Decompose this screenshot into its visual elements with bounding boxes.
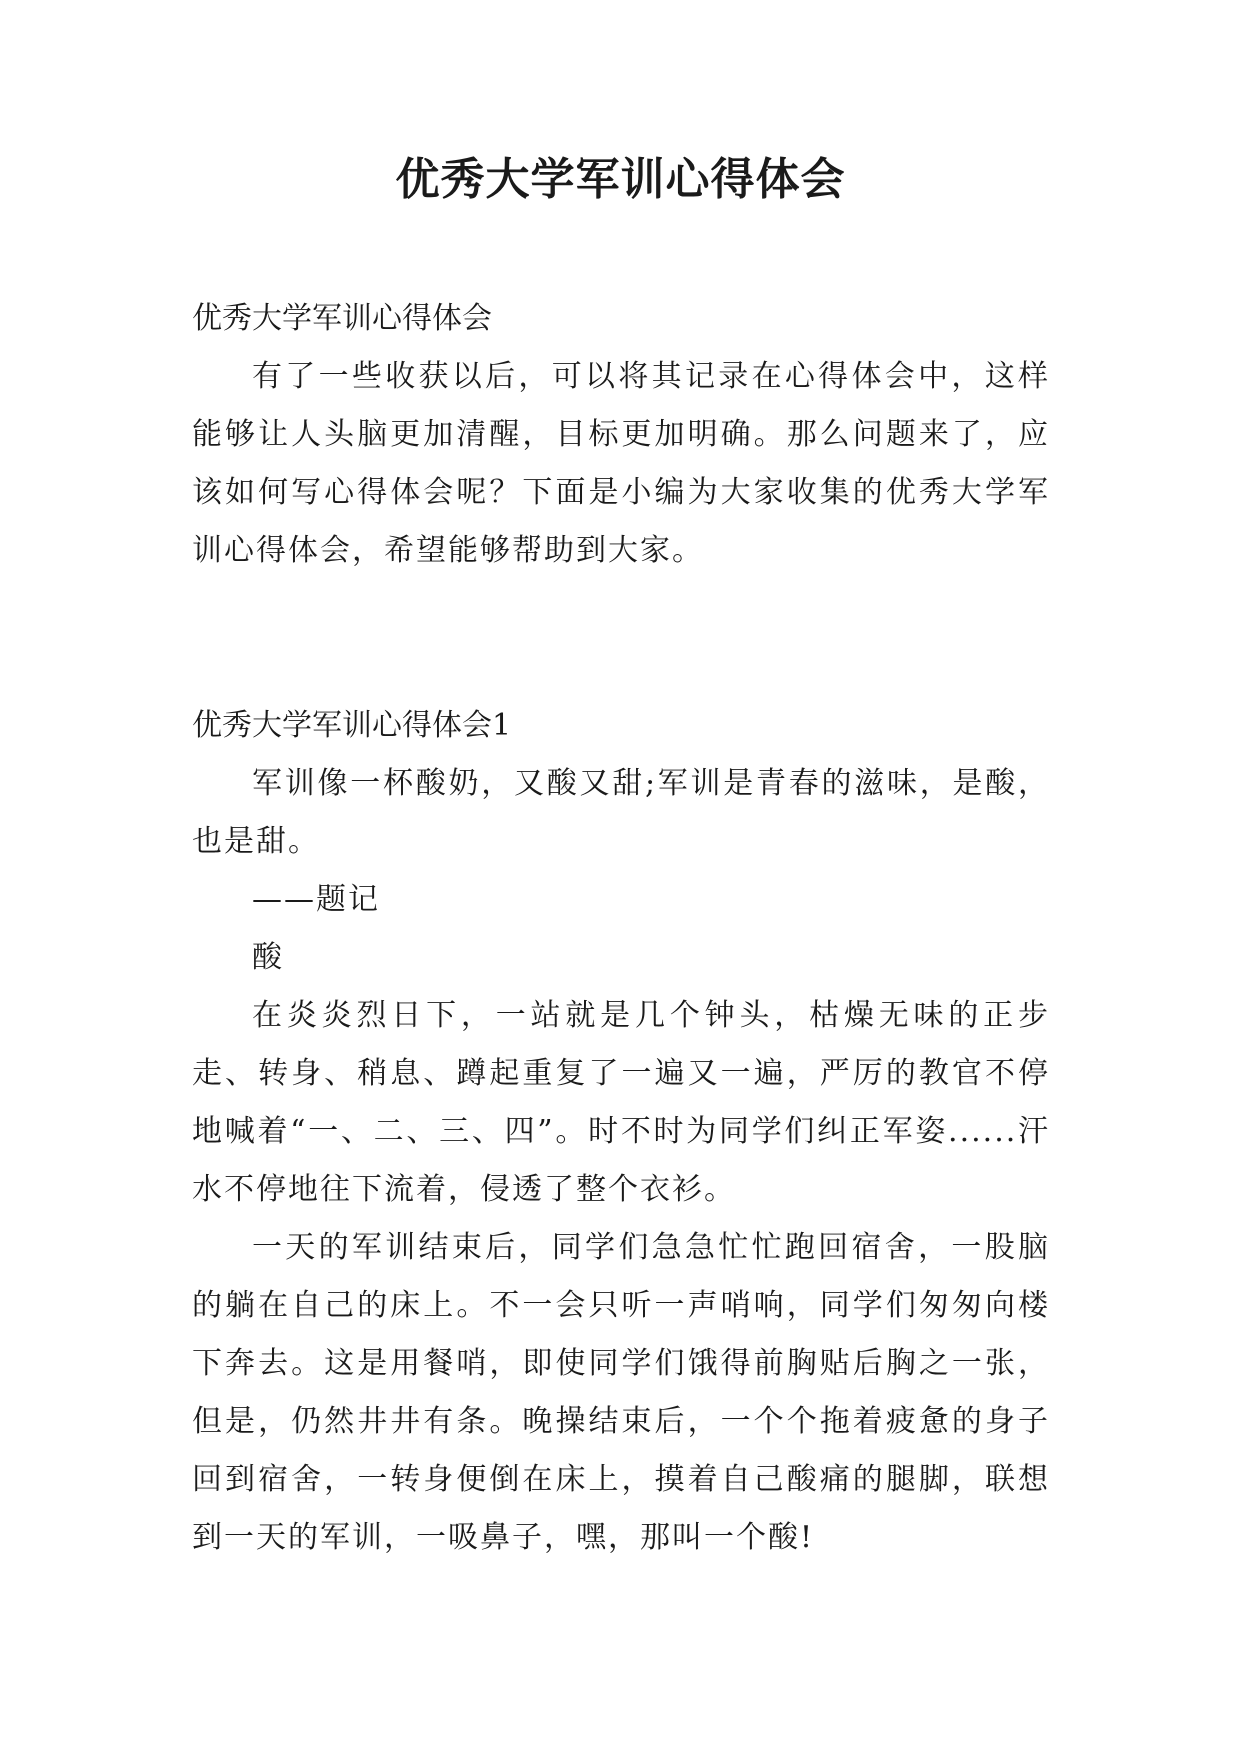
subheading-sour: 酸 bbox=[252, 940, 284, 975]
body-paragraph: 在炎炎烈日下，一站就是几个钟头，枯燥无味的正步走、转身、稍息、蹲起重复了一遍又一遍，严厉的教官不停地喊着“一、二、三、四”。时不时为同学们纠正军姿......汗水不停地往下流着，侵透了整个衣衫。 bbox=[192, 998, 1050, 1207]
section-body bbox=[192, 755, 1050, 1567]
section-heading: 优秀大学军训心得体会1 bbox=[192, 708, 512, 743]
intro-paragraph: 有了一些收获以后，可以将其记录在心得体会中，这样能够让人头脑更加清醒，目标更加明确。那么问题来了，应该如何写心得体会呢？下面是小编为大家收集的优秀大学军训心得体会，希望能够帮助到大家。 bbox=[192, 359, 1050, 568]
intro-heading: 优秀大学军训心得体会 bbox=[192, 301, 492, 336]
epigraph-paragraph: 军训像一杯酸奶，又酸又甜;军训是青春的滋味，是酸，也是甜。 bbox=[192, 766, 1050, 859]
document-title: 优秀大学军训心得体会 bbox=[395, 154, 846, 205]
body-paragraph: 一天的军训结束后，同学们急急忙忙跑回宿舍，一股脑的躺在自己的床上。不一会只听一声哨响，同学们匆匆向楼下奔去。这是用餐哨，即使同学们饿得前胸贴后胸之一张，但是，仍然井井有条。晚操结束后，一个个拖着疲惫的身子回到宿舍，一转身便倒在床上，摸着自己酸痛的腿脚，联想到一天的军训，一吸鼻子，嘿，那叫一个酸! bbox=[192, 1230, 1050, 1555]
epigraph-attribution: ——题记 bbox=[252, 882, 380, 917]
